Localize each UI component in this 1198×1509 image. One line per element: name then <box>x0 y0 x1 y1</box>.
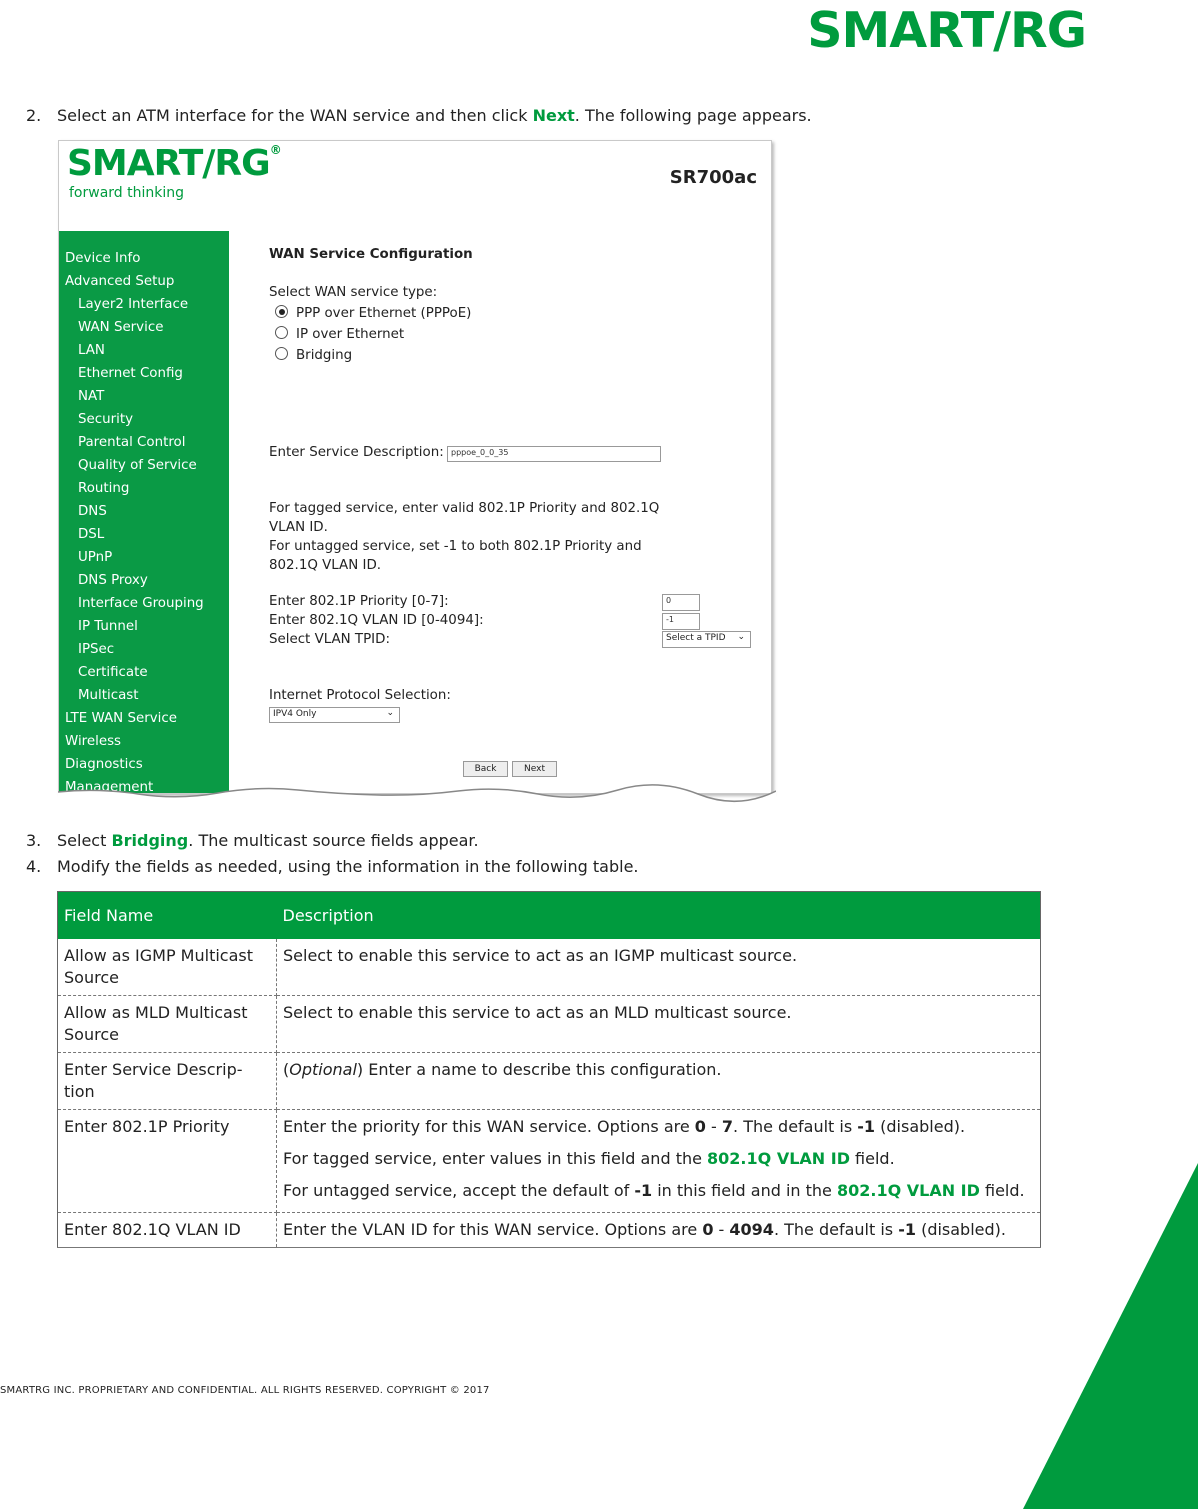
option-pppoe[interactable]: PPP over Ethernet (PPPoE) <box>275 305 471 321</box>
option-bridging[interactable]: Bridging <box>275 347 352 363</box>
description-cell: (Optional) Enter a name to describe this configuration. <box>277 1053 1041 1110</box>
step-text-end: . The multicast source fields appear. <box>188 831 479 850</box>
info-line: For tagged service, enter valid 802.1P Priority and 802.1Q <box>269 501 660 516</box>
priority-label: Enter 802.1P Priority [0-7]: <box>269 594 449 609</box>
screenshot-tagline: forward thinking <box>69 185 185 201</box>
next-button[interactable]: Next <box>512 761 557 777</box>
column-header: Field Name <box>58 892 277 940</box>
ip-protocol-select[interactable]: IPV4 Only ⌄ <box>269 707 400 723</box>
corner-triangle-decoration <box>1023 1163 1198 1509</box>
description-cell: Enter the VLAN ID for this WAN service. Options are 0 - 4094. The default is -1 (disabled). <box>277 1213 1041 1248</box>
service-desc-label: Enter Service Description: <box>269 445 444 460</box>
nav-item[interactable]: Interface Grouping <box>78 596 204 611</box>
nav-item[interactable]: Multicast <box>78 688 139 703</box>
sidebar-nav <box>59 231 229 794</box>
footer-copyright: SMARTRG INC. PROPRIETARY AND CONFIDENTIAL. ALL RIGHTS RESERVED. COPYRIGHT © 2017 <box>0 1385 490 1396</box>
field-name-cell: Allow as IGMP Multicast Source <box>58 939 277 996</box>
torn-edge <box>58 784 776 806</box>
step-text: Modify the fields as needed, using the information in the following table. <box>57 857 639 876</box>
step-number: 4. <box>26 857 42 876</box>
nav-item[interactable]: Device Info <box>65 251 141 266</box>
vlan-input[interactable]: -1 <box>662 613 700 630</box>
info-line: VLAN ID. <box>269 520 328 535</box>
nav-item[interactable]: IPSec <box>78 642 115 657</box>
nav-item[interactable]: Wireless <box>65 734 122 749</box>
service-type-label: Select WAN service type: <box>269 285 438 300</box>
table-header-row <box>58 892 1041 940</box>
description-cell: Enter the priority for this WAN service. Options are 0 - 7. The default is -1 (disabled). For tagged service, enter values in this field and the 802.1Q VLAN ID field. For untagged service, accept the default of -1 in this field and in the 802.1Q VLAN ID field. <box>277 1110 1041 1213</box>
nav-item[interactable]: WAN Service <box>78 320 164 335</box>
step-text: Select an ATM interface for the WAN service and then click <box>57 106 533 125</box>
description-cell: Select to enable this service to act as an MLD multicast source. <box>277 996 1041 1053</box>
nav-item[interactable]: LAN <box>78 343 105 358</box>
field-name-cell: Allow as MLD Multicast Source <box>58 996 277 1053</box>
nav-item[interactable]: DNS <box>78 504 107 519</box>
info-line: For untagged service, set -1 to both 802.1P Priority and <box>269 539 642 554</box>
field-description-table <box>57 891 1041 1248</box>
wan-config-screenshot <box>58 140 772 794</box>
step-number: 3. <box>26 831 42 850</box>
nav-item[interactable]: Diagnostics <box>65 757 143 772</box>
step-3 <box>26 831 479 850</box>
radio[interactable] <box>275 347 288 360</box>
nav-item[interactable]: Routing <box>78 481 130 496</box>
table-row <box>58 996 1041 1053</box>
step-number: 2. <box>26 106 42 125</box>
chevron-down-icon: ⌄ <box>737 632 745 642</box>
step-4 <box>26 857 639 876</box>
table-row <box>58 1110 1041 1213</box>
nav-item[interactable]: Ethernet Config <box>78 366 183 381</box>
tpid-select[interactable]: Select a TPID ⌄ <box>662 631 751 648</box>
nav-item[interactable]: Layer2 Interface <box>78 297 189 312</box>
field-name-cell: Enter Service Descrip-tion <box>58 1053 277 1110</box>
nav-item[interactable]: Management <box>65 780 154 794</box>
column-header: Description <box>277 892 1041 940</box>
option-ipoe[interactable]: IP over Ethernet <box>275 326 404 342</box>
nav-item[interactable]: Parental Control <box>78 435 186 450</box>
description-cell: Select to enable this service to act as an IGMP multicast source. <box>277 939 1041 996</box>
step-text-end: . The following page appears. <box>574 106 812 125</box>
nav-item[interactable]: DNS Proxy <box>78 573 148 588</box>
nav-item[interactable]: Certificate <box>78 665 148 680</box>
model-name: SR700ac <box>669 167 757 188</box>
ui-term-bridging: Bridging <box>111 831 189 850</box>
radio-selected[interactable] <box>275 305 288 318</box>
nav-item[interactable]: LTE WAN Service <box>65 711 177 726</box>
field-name-cell: Enter 802.1Q VLAN ID <box>58 1213 277 1248</box>
config-panel <box>269 141 771 793</box>
screenshot-logo: SMART/RG® <box>67 143 281 184</box>
service-desc-input[interactable]: pppoe_0_0_35 <box>447 446 661 462</box>
vlan-label: Enter 802.1Q VLAN ID [0-4094]: <box>269 613 484 628</box>
brand-logo: SMART/RG <box>807 2 1086 59</box>
info-line: 802.1Q VLAN ID. <box>269 558 382 573</box>
nav-item[interactable]: IP Tunnel <box>78 619 138 634</box>
nav-item[interactable]: Quality of Service <box>78 458 197 473</box>
ui-term-next: Next <box>532 106 575 125</box>
nav-item[interactable]: Security <box>78 412 133 427</box>
priority-input[interactable]: 0 <box>662 594 700 611</box>
chevron-down-icon: ⌄ <box>386 708 394 718</box>
ip-protocol-label: Internet Protocol Selection: <box>269 688 451 703</box>
table-row <box>58 939 1041 996</box>
table-row <box>58 1213 1041 1248</box>
field-name-cell: Enter 802.1P Priority <box>58 1110 277 1213</box>
nav-item[interactable]: DSL <box>78 527 105 542</box>
table-row <box>58 1053 1041 1110</box>
nav-item[interactable]: NAT <box>78 389 105 404</box>
back-button[interactable]: Back <box>463 761 508 777</box>
nav-item[interactable]: Advanced Setup <box>65 274 175 289</box>
radio[interactable] <box>275 326 288 339</box>
step-text: Select <box>57 831 112 850</box>
step-2 <box>26 106 812 125</box>
panel-heading: WAN Service Configuration <box>269 247 473 262</box>
nav-item[interactable]: UPnP <box>78 550 113 565</box>
tpid-label: Select VLAN TPID: <box>269 632 390 647</box>
